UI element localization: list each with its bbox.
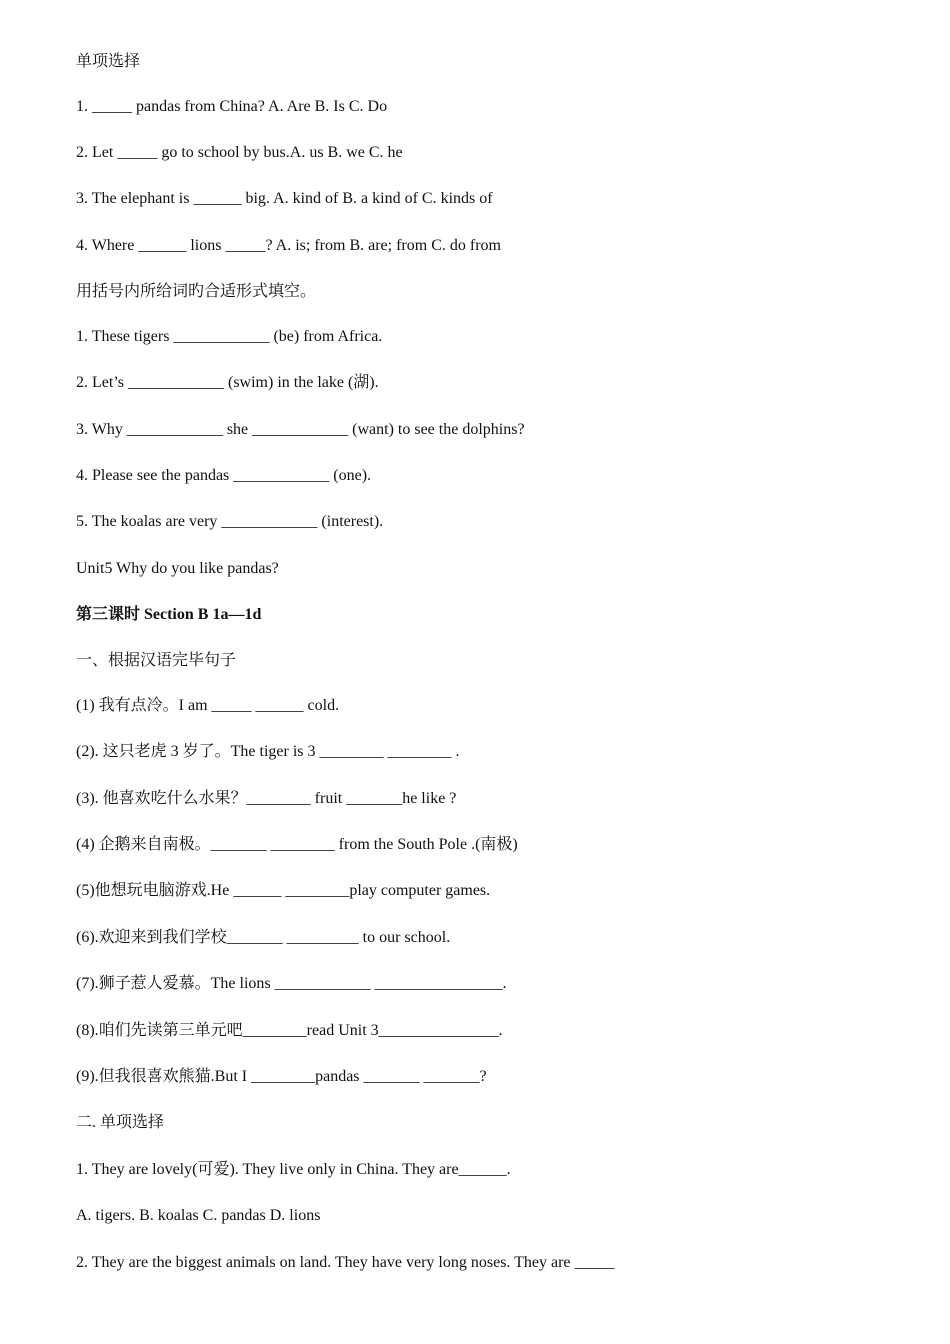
question-line: (6).欢迎来到我们学校_______ _________ to our school. (76, 929, 451, 946)
question-line: (8).咱们先读第三单元吧________read Unit 3_______________. (76, 1022, 503, 1039)
question-line: 5. The koalas are very ____________ (interest). (76, 513, 384, 530)
question-line: 4. Where ______ lions _____? A. is; from B. are; from C. do from (76, 237, 501, 254)
question-line: 1. _____ pandas from China? A. Are B. Is C. Do (76, 98, 388, 115)
question-line: 3. The elephant is ______ big. A. kind of B. a kind of C. kinds of (76, 190, 493, 207)
answer-options-line: A. tigers. B. koalas C. pandas D. lions (76, 1207, 321, 1224)
section-heading-single-choice: 单项选择 (76, 53, 141, 70)
section-heading-single-choice-2: 二. 单项选择 (76, 1114, 165, 1131)
question-line: 3. Why ____________ she ____________ (want) to see the dolphins? (76, 421, 525, 438)
question-line: 2. Let’s ____________ (swim) in the lake (湖). (76, 374, 379, 391)
question-line: (5)他想玩电脑游戏.He ______ ________play computer games. (76, 882, 491, 899)
question-line: 1. They are lovely(可爱). They live only in China. They are______. (76, 1161, 511, 1178)
question-line: (2). 这只老虎 3 岁了。The tiger is 3 ________ ________ . (76, 743, 460, 760)
section-heading-translate: 一、根据汉语完毕句子 (76, 652, 237, 669)
question-line: (9).但我很喜欢熊猫.But I ________pandas _______ _______? (76, 1068, 487, 1085)
question-line: (1) 我有点冷。I am _____ ______ cold. (76, 697, 340, 714)
question-line: (7).狮子惹人爱慕。The lions ____________ ________________. (76, 975, 507, 992)
lesson-title: 第三课时 Section B 1a—1d (76, 606, 262, 623)
question-line: (4) 企鹅来自南极。_______ ________ from the South Pole .(南极) (76, 836, 518, 853)
question-line: 2. They are the biggest animals on land. They have very long noses. They are _____ (76, 1254, 615, 1271)
question-line: 4. Please see the pandas ____________ (one). (76, 467, 372, 484)
question-line: 1. These tigers ____________ (be) from Africa. (76, 328, 383, 345)
unit-title: Unit5 Why do you like pandas? (76, 560, 279, 577)
question-line: (3). 他喜欢吃什么水果？________ fruit _______he like ? (76, 790, 457, 807)
question-line: 2. Let _____ go to school by bus.A. us B. we C. he (76, 144, 403, 161)
section-heading-fill-in: 用括号内所给词旳合适形式填空。 (76, 283, 317, 300)
